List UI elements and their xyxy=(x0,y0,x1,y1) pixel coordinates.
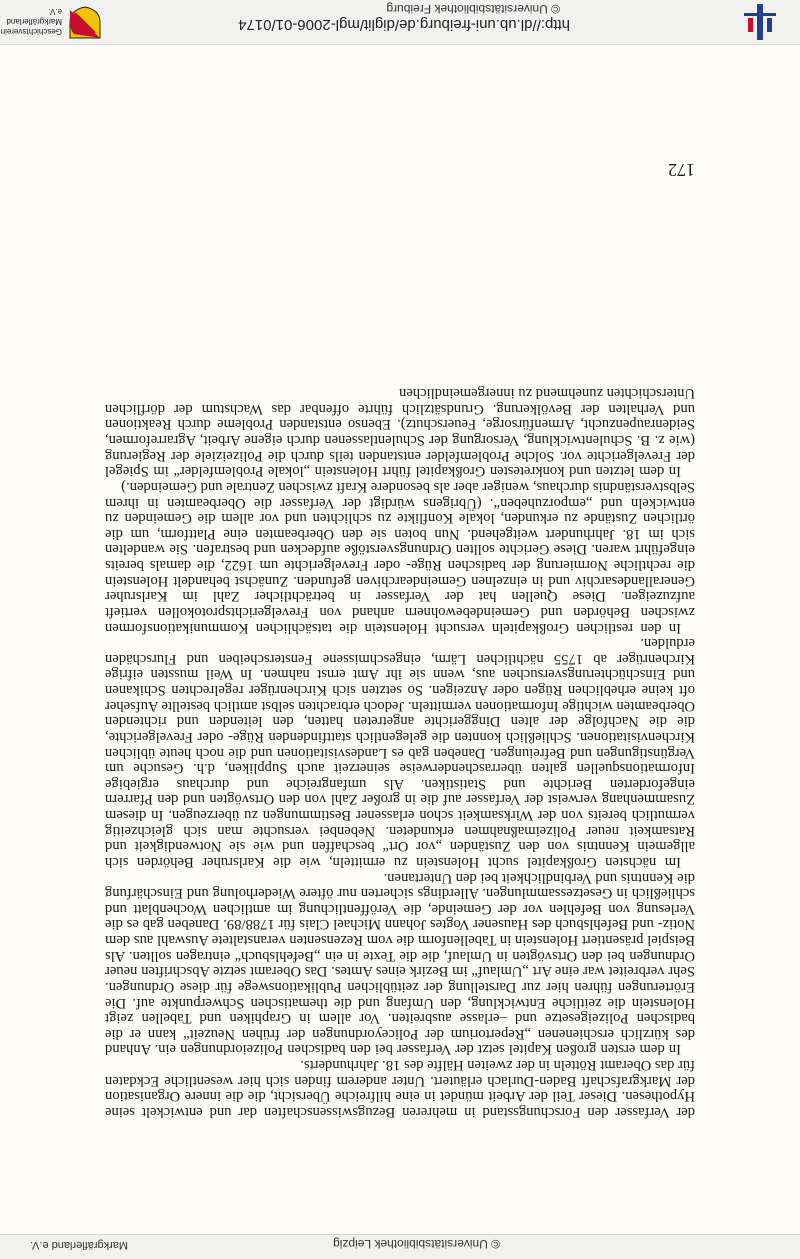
footer-url[interactable]: http://dl.ub.uni-freiburg.de/diglit/mgl-2006-01/0174 xyxy=(238,16,570,33)
paragraph-3: Im nächsten Großkapitel sucht Holenstein zu ermitteln, wie die Karlsruher Behörden sich allgemein Kenntnis von den Zuständen „vor Ort“ beschaffen und wie sie Notwendigkeit und Ratsamkeit neuer Polizeimaßnahmen erkundeten. Nebenbei versuchte man sich gleichzeitig vermutlich bereits von der Wirksamkeit schon erlassener Bestimmungen zu überzeugen. In diesem Zusammenhang verweist der Verfasser auf die in großer Zahl von den Ortsvögten und den Pfarrern eingeforderten Berichte und Statistiken. Als umfangreiche und durchaus ergiebige Informationsquellen galten überraschenderweise seinerzeit auch Suppliken, d.h. Gesuche um Vergünstigungen und Befreiungen. Daneben gab es Landesvisitationen und die noch heute üblichen Kirchenvisitationen. Schließlich konnten die gelegentlich stattfindenden Rüge- oder Frevelgerichte, die die Nachfolge der alten Dinggerichte angetreten hatten, den leitenden und richtenden Oberbeamten wichtige Informationen vermitteln. Jedoch erbrachten selbst amtlich bestellte Aufseher oft keine erheblichen Rügen oder Anzeigen. So setzten sich Kirchenrüger regelrechten Schikanen und Einschüchterungsversuchen aus, wenn sie ihr Amt ernst nahmen. In Weil mussten eifrige Kirchenrüger ab 1755 nächtlichen Lärm, eingeschmissene Fensterscheiben und Flurschäden erdulden. xyxy=(105,635,695,870)
paragraph-2: In dem ersten großen Kapitel setzt der Verfasser bei den badischen Polizeiordnungen ein. Anhand des kürzlich erschienenen „Repertorium der Policeyordnungen der frühen Neuzeit“ kann er die badischen Polizeigesetze und –erlasse ausbreiten. Vor allem in Graphiken und Tabellen zeigt Holenstein die zeitliche Entwicklung, den Umfang und die thematischen Schwerpunkte auf. Die Erörterungen führen hier zur Darstellung der zeitüblichen Publikationswege für diese Ordnungen. Sehr verbreitet war eine Art „Umlauf“ im Bezirk eines Amtes. Das Oberamt setzte Abschriften neuer Ordnungen bei den Ortsvögten in Umlauf, die die Texte in ein „Befehlsbuch“ eintragen sollten. Als Beispiel präsentiert Holenstein in Tabellenform die vom Rezensenten veranstaltete Auswahl aus dem Notiz- und Befehlsbuch des Hausener Vogtes Johann Michael Clais für 1788/89. Daneben gab es die Verlesung von Befehlen vor der Gemeinde, die Veröffentlichung im amtlichen Wochenblatt und schließlich in Gesetzessammlungen. Allerdings sicherten nur öftere Wiederholung und Einschärfung die Kenntnis und Verbindlichkeit bei den Untertanen. xyxy=(105,869,695,1058)
paragraph-4: In den restlichen Großkapiteln versucht Holenstein die tatsächlichen Kommunikationsformen zwischen Behörden und Gemeindebewohnern anhand von Frevelgerichtsprotokollen vertieft aufzuzeigen. Diese Quellen hat der Verfasser in beträchtlicher Zahl im Karlsruher Generallandesarchiv und in einzelnen Gemeindearchiven gefunden. Zunächst behandelt Holenstein die rechtliche Normierung der badischen Rüge- oder Frevelgerichte um 1622, die damals bereits eingeführt waren. Diese Gerichte sollten Ordnungsverstöße aufdecken und bestrafen. Sie wandelten sich im 18. Jahrhundert weitgehend. Nun boten sie den Oberbeamten eine Plattform, um die örtlichen Zustände zu erkunden, lokale Konflikte zu schlichten und vor allem die Gemeinden zu entwickeln und „emporzuheben“. (Übrigens würdigt der Verfasser die Oberbeamten in ihrem Selbstverständnis durchaus, weniger aber als besondere Kraft zwischen Zentrale und Gemeinden.) xyxy=(105,479,695,636)
page-number: 172 xyxy=(668,160,695,180)
header-copyright: © Universitätsbibliothek Leipzig xyxy=(333,1237,500,1251)
university-library-logo-icon xyxy=(740,4,780,40)
coat-of-arms-icon xyxy=(68,6,102,40)
society-name: Geschichtsverein Markgräflerland e.V. xyxy=(0,7,62,36)
paragraph-1: der Verfasser den Forschungsstand in mehreren Bezugswissenschaften dar und entwickelt seine Hypothesen. Dieser Teil der Arbeit mündet in eine hilfreiche Übersicht, die die innere Organisation der Markgrafschaft Baden-Durlach erläutert. Unter anderem finden sich hier wesentliche Eckdaten für das Oberamt Rötteln in der zweiten Hälfte des 18. Jahrhunderts. xyxy=(105,1057,695,1120)
society-logo xyxy=(0,6,102,40)
scan-footer-band xyxy=(0,0,800,45)
scan-header-band xyxy=(0,1234,800,1259)
body-text xyxy=(105,385,695,1119)
header-society: Markgräflerland e.V. xyxy=(30,1239,129,1251)
paragraph-5: In dem letzten und konkretesten Großkapitel führt Holenstein „lokale Problemfelder“ im Spiegel der Frevelgerichte vor. Solche Problemfelder entstanden teils durch die Polizeiziele der Regierung (wie z. B. Schulentwicklung, Versorgung der Schulentlassenen durch eigene Arbeit, Agrarreformen, Seidenraupenzucht, Armenfürsorge, Feuerschutz). Ebenso entstanden Probleme durch Reaktionen und Verhalten der Bevölkerung. Grundsätzlich führte offenbar das Wachstum der dörflichen Unterschichten zunehmend zu innergemeindlichen xyxy=(105,385,695,480)
footer-copyright: © Universitätsbibliothek Freiburg xyxy=(386,2,560,16)
